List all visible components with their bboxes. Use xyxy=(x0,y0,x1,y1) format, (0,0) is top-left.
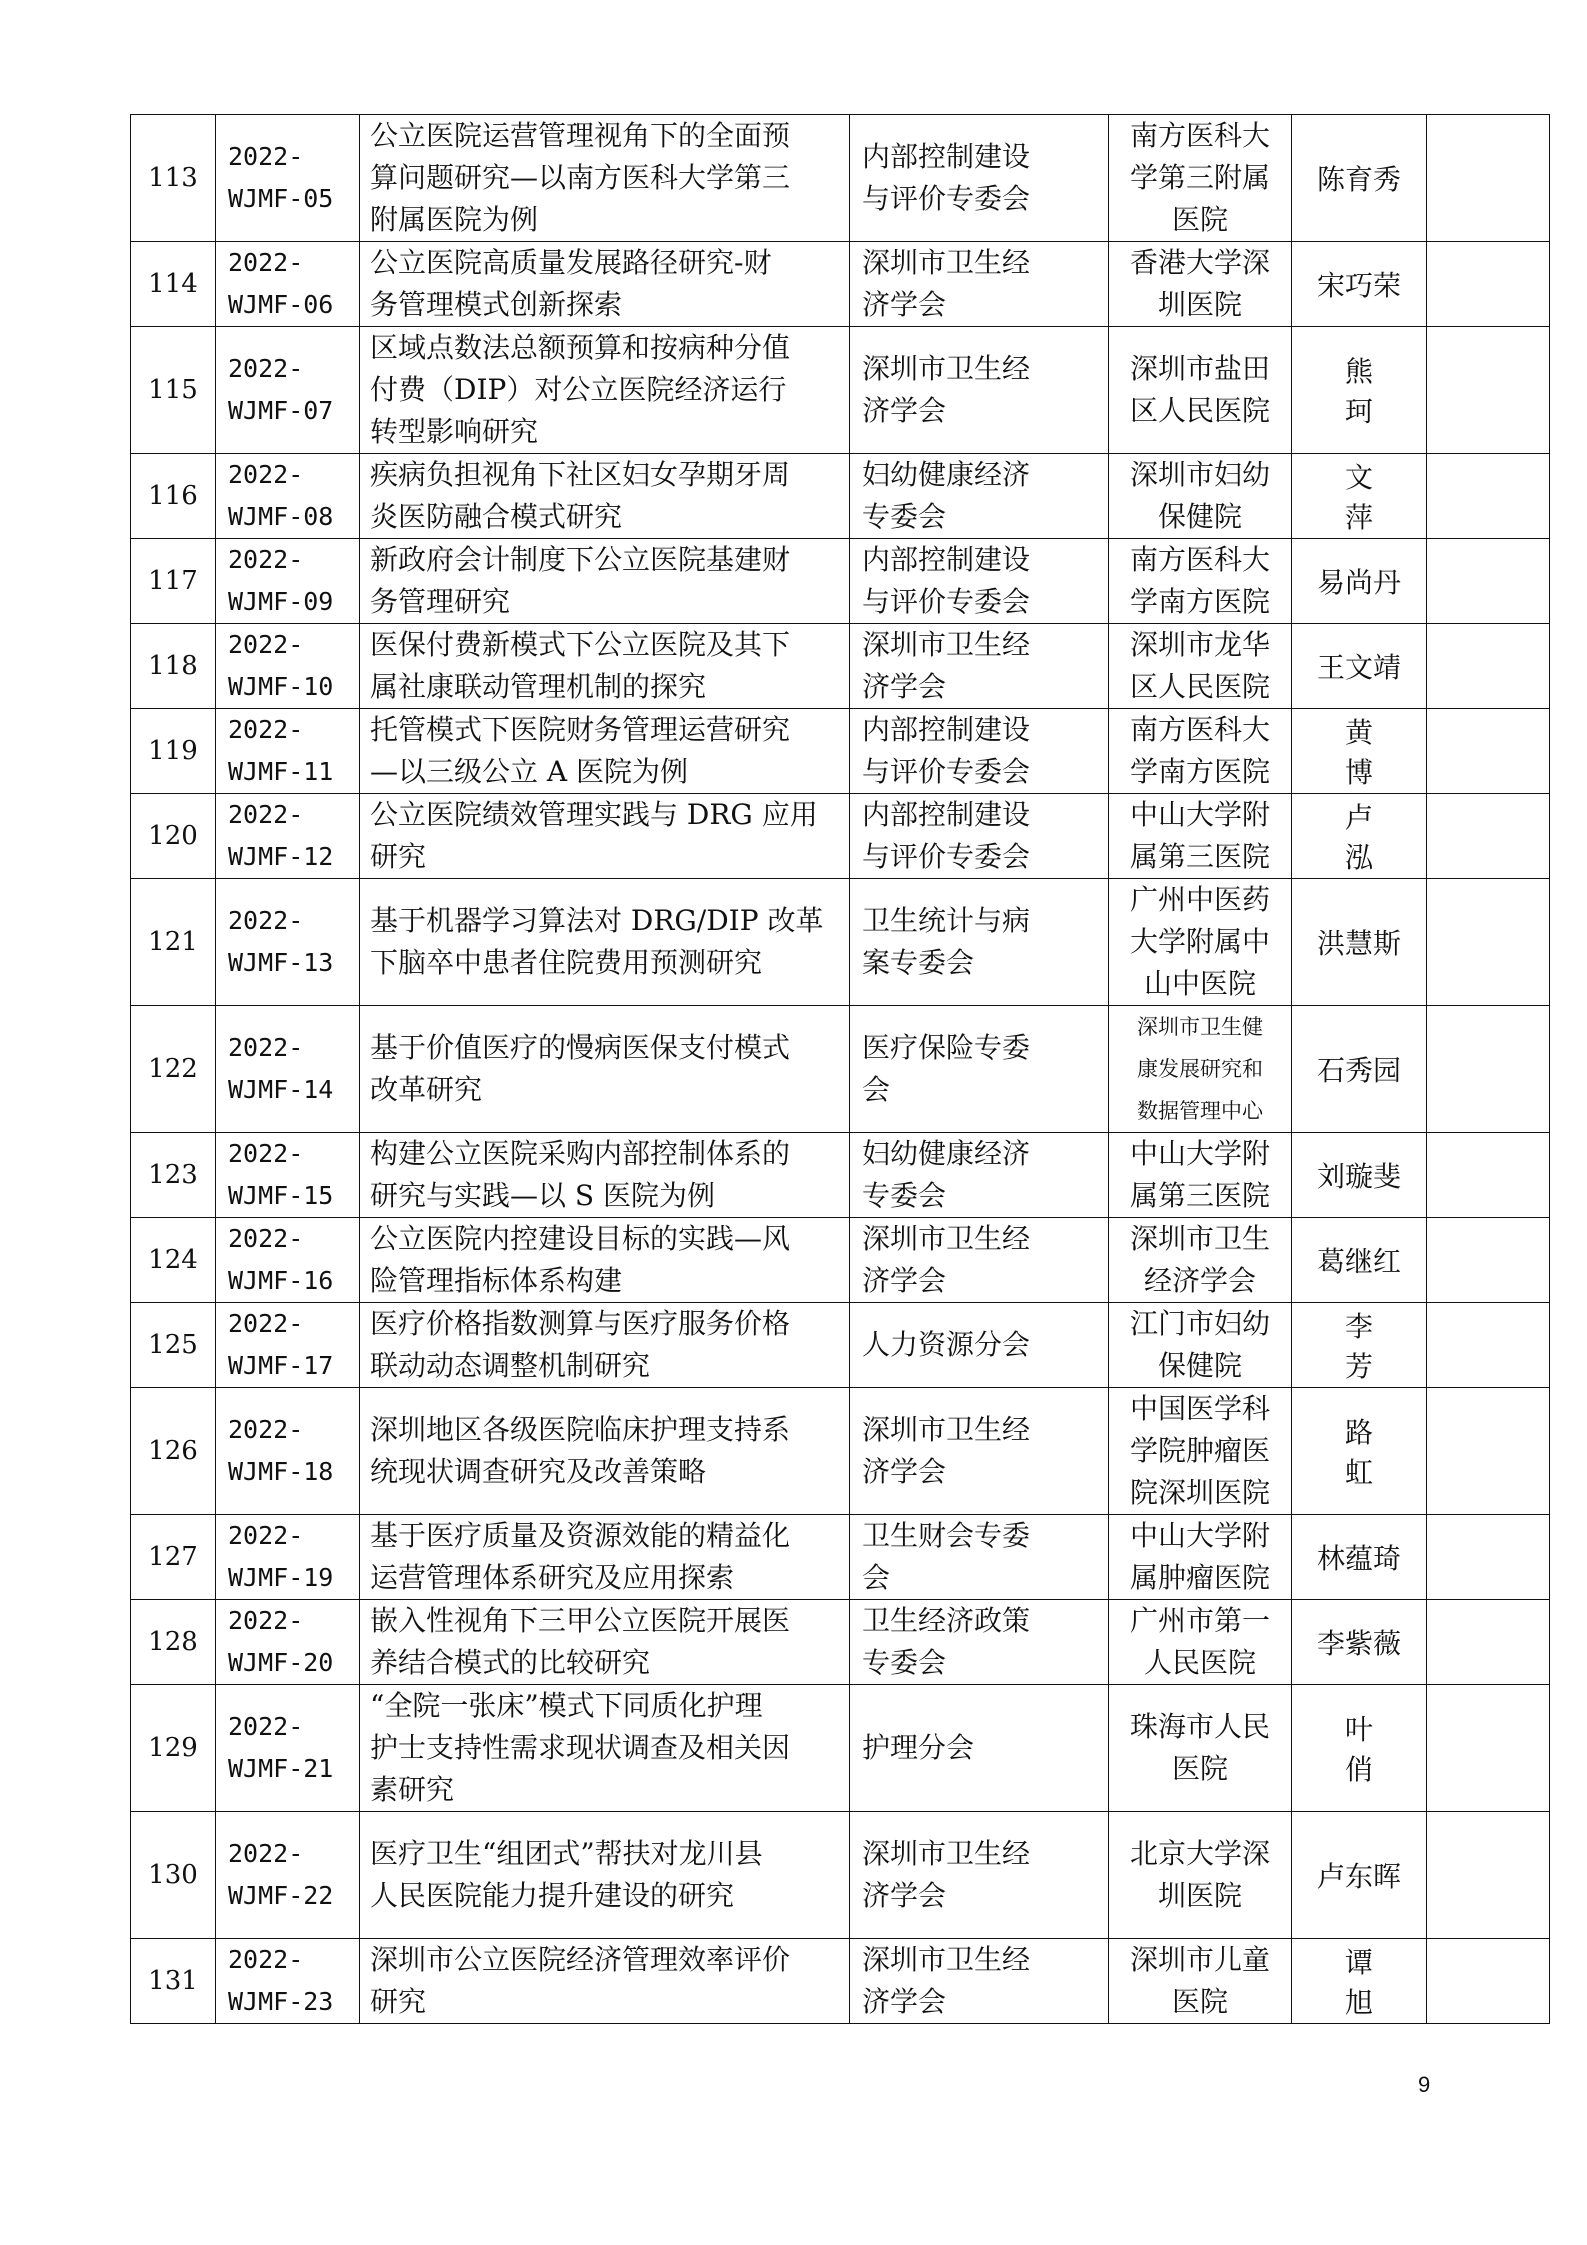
project-title-cell xyxy=(360,709,850,794)
table-row xyxy=(131,1303,1550,1388)
project-title: 深圳地区各级医院临床护理支持系 统现状调查研究及改善策略 xyxy=(370,1413,791,1488)
row-number: 117 xyxy=(148,566,198,596)
project-title-cell xyxy=(360,1133,850,1218)
organizing-committee-cell xyxy=(850,327,1109,454)
project-code-cell xyxy=(216,242,360,327)
table-row xyxy=(131,1133,1550,1218)
project-title: 构建公立医院采购内部控制体系的 研究与实践—以 S 医院为例 xyxy=(370,1137,791,1212)
project-lead-cell xyxy=(1292,709,1427,794)
project-lead: 洪慧斯 xyxy=(1316,927,1401,960)
project-title-cell xyxy=(360,1939,850,2024)
project-title-cell xyxy=(360,327,850,454)
organizing-committee: 深圳市卫生经 济学会 xyxy=(862,1943,1031,2018)
table-row xyxy=(131,1939,1550,2024)
project-title: 疾病负担视角下社区妇女孕期牙周 炎医防融合模式研究 xyxy=(370,458,791,533)
affiliated-unit-cell xyxy=(1109,709,1292,794)
row-number: 115 xyxy=(148,375,198,405)
project-lead-cell xyxy=(1292,794,1427,879)
row-number: 130 xyxy=(148,1860,198,1890)
organizing-committee: 内部控制建设 与评价专委会 xyxy=(862,543,1031,618)
organizing-committee: 深圳市卫生经 济学会 xyxy=(862,246,1031,321)
table-row xyxy=(131,539,1550,624)
organizing-committee: 护理分会 xyxy=(862,1731,975,1764)
organizing-committee: 深圳市卫生经 济学会 xyxy=(862,1413,1031,1488)
organizing-committee-cell xyxy=(850,454,1109,539)
project-code-cell xyxy=(216,454,360,539)
affiliated-unit: 珠海市人民 医院 xyxy=(1129,1710,1270,1785)
project-title: 公立医院运营管理视角下的全面预 算问题研究—以南方医科大学第三 附属医院为例 xyxy=(370,119,791,236)
table-row xyxy=(131,1685,1550,1812)
empty-cell xyxy=(1427,1133,1550,1218)
project-lead: 李 芳 xyxy=(1344,1310,1403,1383)
row-number-cell xyxy=(131,879,216,1006)
affiliated-unit-cell xyxy=(1109,1600,1292,1685)
project-code-cell xyxy=(216,1939,360,2024)
project-code-cell xyxy=(216,1388,360,1515)
affiliated-unit: 深圳市盐田 区人民医院 xyxy=(1129,352,1270,427)
project-code-cell xyxy=(216,327,360,454)
project-title: “全院一张床”模式下同质化护理 护士支持性需求现状调查及相关因 素研究 xyxy=(370,1689,791,1806)
project-code: 2022- WJMF-10 xyxy=(228,630,334,701)
project-title-cell xyxy=(360,242,850,327)
table-row xyxy=(131,709,1550,794)
affiliated-unit: 深圳市龙华 区人民医院 xyxy=(1129,628,1270,703)
organizing-committee: 深圳市卫生经 济学会 xyxy=(862,1837,1031,1912)
project-title: 深圳市公立医院经济管理效率评价 研究 xyxy=(370,1943,791,2018)
project-code: 2022- WJMF-23 xyxy=(228,1945,334,2016)
affiliated-unit: 北京大学深 圳医院 xyxy=(1129,1837,1270,1912)
table-row xyxy=(131,1515,1550,1600)
project-code-cell xyxy=(216,115,360,242)
affiliated-unit-cell xyxy=(1109,1218,1292,1303)
project-title-cell xyxy=(360,1685,850,1812)
project-title: 托管模式下医院财务管理运营研究 —以三级公立 A 医院为例 xyxy=(370,713,791,788)
row-number-cell xyxy=(131,1685,216,1812)
row-number-cell xyxy=(131,1515,216,1600)
empty-cell xyxy=(1427,539,1550,624)
project-title-cell xyxy=(360,539,850,624)
affiliated-unit-cell xyxy=(1109,1515,1292,1600)
affiliated-unit-cell xyxy=(1109,539,1292,624)
project-code: 2022- WJMF-11 xyxy=(228,715,334,786)
project-title-cell xyxy=(360,115,850,242)
project-title: 嵌入性视角下三甲公立医院开展医 养结合模式的比较研究 xyxy=(370,1604,791,1679)
organizing-committee-cell xyxy=(850,1600,1109,1685)
row-number-cell xyxy=(131,1303,216,1388)
project-code-cell xyxy=(216,1812,360,1939)
project-lead-cell xyxy=(1292,454,1427,539)
organizing-committee-cell xyxy=(850,624,1109,709)
project-lead: 陈育秀 xyxy=(1316,163,1401,196)
affiliated-unit: 中山大学附 属肿瘤医院 xyxy=(1129,1519,1270,1594)
row-number: 128 xyxy=(148,1627,198,1657)
empty-cell xyxy=(1427,1006,1550,1133)
project-code: 2022- WJMF-06 xyxy=(228,248,334,319)
project-title-cell xyxy=(360,794,850,879)
project-code: 2022- WJMF-20 xyxy=(228,1606,334,1677)
row-number-cell xyxy=(131,1218,216,1303)
project-lead-cell xyxy=(1292,1515,1427,1600)
organizing-committee-cell xyxy=(850,1939,1109,2024)
affiliated-unit-cell xyxy=(1109,794,1292,879)
affiliated-unit: 深圳市妇幼 保健院 xyxy=(1129,458,1270,533)
project-title: 医疗卫生“组团式”帮扶对龙川县 人民医院能力提升建设的研究 xyxy=(370,1837,763,1912)
project-lead-cell xyxy=(1292,1218,1427,1303)
project-lead: 刘璇斐 xyxy=(1316,1160,1401,1193)
project-lead-cell xyxy=(1292,1006,1427,1133)
empty-cell xyxy=(1427,1303,1550,1388)
project-lead: 葛继红 xyxy=(1316,1245,1401,1278)
empty-cell xyxy=(1427,1939,1550,2024)
empty-cell xyxy=(1427,709,1550,794)
table-row xyxy=(131,242,1550,327)
affiliated-unit: 南方医科大 学南方医院 xyxy=(1129,543,1270,618)
project-lead-cell xyxy=(1292,1133,1427,1218)
project-code-cell xyxy=(216,624,360,709)
project-title: 新政府会计制度下公立医院基建财 务管理研究 xyxy=(370,543,791,618)
affiliated-unit: 中山大学附 属第三医院 xyxy=(1129,1137,1270,1212)
row-number-cell xyxy=(131,327,216,454)
table-row xyxy=(131,1812,1550,1939)
row-number-cell xyxy=(131,1133,216,1218)
project-code: 2022- WJMF-21 xyxy=(228,1712,334,1783)
row-number-cell xyxy=(131,1939,216,2024)
organizing-committee: 卫生财会专委 会 xyxy=(862,1519,1031,1594)
empty-cell xyxy=(1427,1388,1550,1515)
project-title: 公立医院绩效管理实践与 DRG 应用 研究 xyxy=(370,798,818,873)
table-row xyxy=(131,624,1550,709)
organizing-committee-cell xyxy=(850,242,1109,327)
project-lead: 谭 旭 xyxy=(1344,1946,1403,2019)
table-row xyxy=(131,327,1550,454)
empty-cell xyxy=(1427,1685,1550,1812)
affiliated-unit-cell xyxy=(1109,1303,1292,1388)
affiliated-unit: 深圳市儿童 医院 xyxy=(1129,1943,1270,2018)
organizing-committee: 内部控制建设 与评价专委会 xyxy=(862,713,1031,788)
row-number: 120 xyxy=(148,821,198,851)
affiliated-unit: 中国医学科 学院肿瘤医 院深圳医院 xyxy=(1129,1392,1270,1509)
row-number-cell xyxy=(131,115,216,242)
organizing-committee: 妇幼健康经济 专委会 xyxy=(862,458,1031,533)
organizing-committee: 深圳市卫生经 济学会 xyxy=(862,1222,1031,1297)
row-number-cell xyxy=(131,1600,216,1685)
project-lead: 文 萍 xyxy=(1344,461,1403,534)
project-code-cell xyxy=(216,1515,360,1600)
project-code: 2022- WJMF-07 xyxy=(228,354,334,425)
row-number-cell xyxy=(131,709,216,794)
project-code: 2022- WJMF-22 xyxy=(228,1839,334,1910)
project-title: 医保付费新模式下公立医院及其下 属社康联动管理机制的探究 xyxy=(370,628,791,703)
empty-cell xyxy=(1427,624,1550,709)
project-code-cell xyxy=(216,1006,360,1133)
project-title-cell xyxy=(360,1218,850,1303)
row-number-cell xyxy=(131,539,216,624)
project-code-cell xyxy=(216,539,360,624)
empty-cell xyxy=(1427,1218,1550,1303)
project-lead: 宋巧荣 xyxy=(1316,269,1401,302)
table-row xyxy=(131,794,1550,879)
project-title: 基于医疗质量及资源效能的精益化 运营管理体系研究及应用探索 xyxy=(370,1519,791,1594)
affiliated-unit-cell xyxy=(1109,242,1292,327)
affiliated-unit-cell xyxy=(1109,327,1292,454)
organizing-committee-cell xyxy=(850,1303,1109,1388)
row-number-cell xyxy=(131,624,216,709)
organizing-committee: 医疗保险专委 会 xyxy=(862,1031,1031,1106)
project-lead: 林蕴琦 xyxy=(1316,1542,1401,1575)
affiliated-unit: 香港大学深 圳医院 xyxy=(1129,246,1270,321)
organizing-committee-cell xyxy=(850,879,1109,1006)
row-number: 122 xyxy=(148,1054,198,1084)
project-code-cell xyxy=(216,709,360,794)
affiliated-unit-cell xyxy=(1109,624,1292,709)
row-number: 126 xyxy=(148,1436,198,1466)
row-number: 121 xyxy=(148,927,198,957)
row-number: 125 xyxy=(148,1330,198,1360)
project-lead-cell xyxy=(1292,1685,1427,1812)
project-code: 2022- WJMF-16 xyxy=(228,1224,334,1295)
project-title: 医疗价格指数测算与医疗服务价格 联动动态调整机制研究 xyxy=(370,1307,791,1382)
organizing-committee-cell xyxy=(850,1388,1109,1515)
affiliated-unit-cell xyxy=(1109,1006,1292,1133)
project-code: 2022- WJMF-08 xyxy=(228,460,334,531)
affiliated-unit: 中山大学附 属第三医院 xyxy=(1129,798,1270,873)
row-number: 124 xyxy=(148,1245,198,1275)
affiliated-unit-cell xyxy=(1109,1388,1292,1515)
organizing-committee-cell xyxy=(850,1812,1109,1939)
affiliated-unit: 深圳市卫生健 康发展研究和 数据管理中心 xyxy=(1137,1015,1263,1123)
row-number: 123 xyxy=(148,1160,198,1190)
project-lead-cell xyxy=(1292,327,1427,454)
project-lead: 石秀园 xyxy=(1316,1054,1401,1087)
project-code-cell xyxy=(216,794,360,879)
row-number: 114 xyxy=(148,269,198,299)
table-row xyxy=(131,879,1550,1006)
affiliated-unit: 南方医科大 学第三附属 医院 xyxy=(1129,119,1270,236)
empty-cell xyxy=(1427,794,1550,879)
row-number-cell xyxy=(131,1388,216,1515)
project-lead: 王文靖 xyxy=(1316,651,1401,684)
project-lead: 易尚丹 xyxy=(1316,566,1401,599)
project-lead-cell xyxy=(1292,242,1427,327)
project-title-cell xyxy=(360,1006,850,1133)
affiliated-unit-cell xyxy=(1109,1133,1292,1218)
project-lead: 路 虹 xyxy=(1344,1416,1403,1489)
project-lead-cell xyxy=(1292,115,1427,242)
project-title-cell xyxy=(360,454,850,539)
table-row xyxy=(131,115,1550,242)
empty-cell xyxy=(1427,1515,1550,1600)
project-code: 2022- WJMF-12 xyxy=(228,800,334,871)
row-number-cell xyxy=(131,1812,216,1939)
organizing-committee: 妇幼健康经济 专委会 xyxy=(862,1137,1031,1212)
project-code: 2022- WJMF-05 xyxy=(228,142,334,213)
organizing-committee: 卫生统计与病 案专委会 xyxy=(862,904,1031,979)
project-title-cell xyxy=(360,624,850,709)
row-number: 118 xyxy=(148,651,198,681)
organizing-committee-cell xyxy=(850,794,1109,879)
row-number-cell xyxy=(131,242,216,327)
affiliated-unit-cell xyxy=(1109,1812,1292,1939)
organizing-committee: 人力资源分会 xyxy=(862,1328,1031,1361)
project-table-body xyxy=(131,115,1550,2024)
table-row xyxy=(131,454,1550,539)
table-row xyxy=(131,1218,1550,1303)
project-code: 2022- WJMF-17 xyxy=(228,1309,334,1380)
project-lead-cell xyxy=(1292,879,1427,1006)
affiliated-unit-cell xyxy=(1109,879,1292,1006)
project-title: 公立医院高质量发展路径研究-财 务管理模式创新探索 xyxy=(370,246,772,321)
organizing-committee: 卫生经济政策 专委会 xyxy=(862,1604,1031,1679)
project-lead-cell xyxy=(1292,1303,1427,1388)
organizing-committee-cell xyxy=(850,1515,1109,1600)
project-code: 2022- WJMF-09 xyxy=(228,545,334,616)
project-title-cell xyxy=(360,1515,850,1600)
project-lead-cell xyxy=(1292,1812,1427,1939)
empty-cell xyxy=(1427,115,1550,242)
affiliated-unit: 深圳市卫生 经济学会 xyxy=(1129,1222,1270,1297)
organizing-committee-cell xyxy=(850,1133,1109,1218)
affiliated-unit-cell xyxy=(1109,115,1292,242)
empty-cell xyxy=(1427,327,1550,454)
affiliated-unit-cell xyxy=(1109,1685,1292,1812)
organizing-committee-cell xyxy=(850,1006,1109,1133)
row-number-cell xyxy=(131,794,216,879)
project-title: 基于价值医疗的慢病医保支付模式 改革研究 xyxy=(370,1031,791,1106)
project-title-cell xyxy=(360,1388,850,1515)
organizing-committee: 内部控制建设 与评价专委会 xyxy=(862,140,1031,215)
project-code-cell xyxy=(216,1685,360,1812)
project-lead: 黄 博 xyxy=(1344,716,1403,789)
project-title-cell xyxy=(360,879,850,1006)
project-code: 2022- WJMF-15 xyxy=(228,1139,334,1210)
row-number: 127 xyxy=(148,1542,198,1572)
project-title: 基于机器学习算法对 DRG/DIP 改革 下脑卒中患者住院费用预测研究 xyxy=(370,904,824,979)
project-lead: 李紫薇 xyxy=(1316,1627,1401,1660)
table-row xyxy=(131,1006,1550,1133)
project-lead-cell xyxy=(1292,539,1427,624)
project-lead: 卢 泓 xyxy=(1344,801,1403,874)
table-row xyxy=(131,1600,1550,1685)
project-code: 2022- WJMF-19 xyxy=(228,1521,334,1592)
project-code: 2022- WJMF-14 xyxy=(228,1033,334,1104)
row-number-cell xyxy=(131,454,216,539)
empty-cell xyxy=(1427,454,1550,539)
organizing-committee-cell xyxy=(850,1218,1109,1303)
project-title-cell xyxy=(360,1812,850,1939)
row-number: 131 xyxy=(148,1966,198,1996)
project-code-cell xyxy=(216,879,360,1006)
affiliated-unit-cell xyxy=(1109,1939,1292,2024)
empty-cell xyxy=(1427,879,1550,1006)
affiliated-unit: 广州市第一 人民医院 xyxy=(1129,1604,1270,1679)
project-code-cell xyxy=(216,1133,360,1218)
project-title: 区域点数法总额预算和按病种分值 付费（DIP）对公立医院经济运行 转型影响研究 xyxy=(370,331,791,448)
row-number: 119 xyxy=(148,736,198,766)
page-number: 9 xyxy=(1418,2072,1431,2097)
project-title-cell xyxy=(360,1600,850,1685)
organizing-committee-cell xyxy=(850,115,1109,242)
project-code-cell xyxy=(216,1600,360,1685)
row-number: 116 xyxy=(148,481,198,511)
project-code-cell xyxy=(216,1218,360,1303)
project-lead-cell xyxy=(1292,1600,1427,1685)
project-table xyxy=(130,114,1550,2024)
row-number-cell xyxy=(131,1006,216,1133)
project-lead: 熊 珂 xyxy=(1344,355,1403,428)
project-title: 公立医院内控建设目标的实践—风 险管理指标体系构建 xyxy=(370,1222,791,1297)
affiliated-unit: 南方医科大 学南方医院 xyxy=(1129,713,1270,788)
project-lead-cell xyxy=(1292,624,1427,709)
project-title-cell xyxy=(360,1303,850,1388)
project-lead-cell xyxy=(1292,1939,1427,2024)
organizing-committee: 深圳市卫生经 济学会 xyxy=(862,628,1031,703)
organizing-committee-cell xyxy=(850,539,1109,624)
affiliated-unit-cell xyxy=(1109,454,1292,539)
project-code-cell xyxy=(216,1303,360,1388)
project-code: 2022- WJMF-13 xyxy=(228,906,334,977)
project-lead: 叶 俏 xyxy=(1344,1713,1403,1786)
project-code: 2022- WJMF-18 xyxy=(228,1415,334,1486)
table-row xyxy=(131,1388,1550,1515)
affiliated-unit: 广州中医药 大学附属中 山中医院 xyxy=(1129,883,1270,1000)
empty-cell xyxy=(1427,242,1550,327)
organizing-committee-cell xyxy=(850,1685,1109,1812)
row-number: 129 xyxy=(148,1733,198,1763)
organizing-committee: 深圳市卫生经 济学会 xyxy=(862,352,1031,427)
empty-cell xyxy=(1427,1812,1550,1939)
project-lead-cell xyxy=(1292,1388,1427,1515)
organizing-committee: 内部控制建设 与评价专委会 xyxy=(862,798,1031,873)
empty-cell xyxy=(1427,1600,1550,1685)
organizing-committee-cell xyxy=(850,709,1109,794)
project-lead: 卢东晖 xyxy=(1316,1860,1401,1893)
row-number: 113 xyxy=(148,163,198,193)
affiliated-unit: 江门市妇幼 保健院 xyxy=(1129,1307,1270,1382)
